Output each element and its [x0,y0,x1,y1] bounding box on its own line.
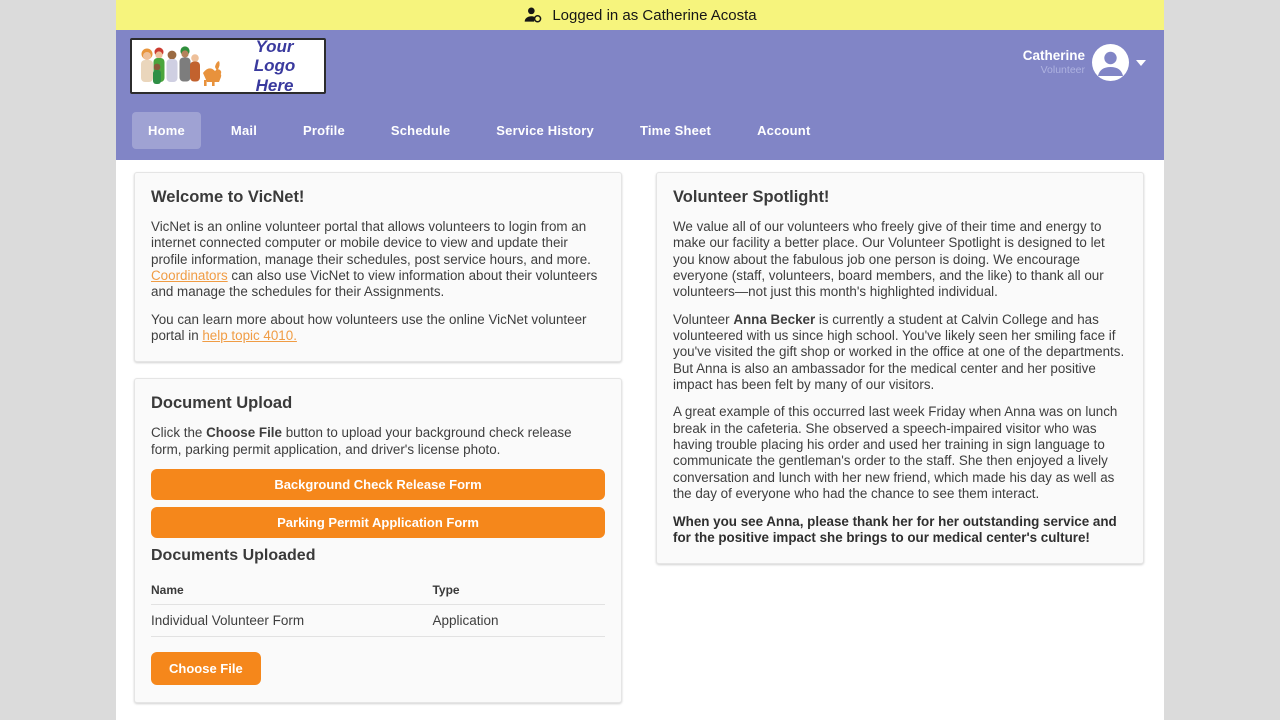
spotlight-paragraph-4: When you see Anna, please thank her for her outstanding service and for the positive impact she brings to our medical center's culture! [673,513,1117,545]
main-nav [130,112,1150,149]
logged-in-banner [116,0,1164,30]
spotlight-paragraph-2: Volunteer Anna Becker is currently a student at Calvin College and has volunteered with us since high school. You've likely seen her smiling face if you've visited the gift shop or worked in the office at one of the departments. But Anna is also an ambassador for the medical center and her positive impact has been felt by many of our visitors. [673,311,1125,393]
nav-item-service-history[interactable]: Service History [496,123,594,138]
documents-table-header-type: Type [432,575,605,605]
org-logo[interactable] [130,38,326,94]
nav-item-time-sheet[interactable]: Time Sheet [639,123,712,138]
user-name: Catherine [1022,48,1085,64]
nav-item-account[interactable]: Account [757,123,811,138]
vicnet-portal-page [116,0,1164,720]
chevron-down-icon [1136,60,1146,66]
nav-item-mail[interactable]: Mail [230,123,258,138]
welcome-card [134,172,622,362]
logo-text: Your Logo Here [253,36,296,95]
right-column [656,172,1144,580]
document-name-cell: Individual Volunteer Form [151,605,432,637]
parking-permit-form-button[interactable]: Parking Permit Application Form [151,507,605,538]
welcome-paragraph-2: You can learn more about how volunteers use the online VicNet volunteer portal in help topic 4010. [151,311,587,344]
document-type-cell: Application [432,605,605,637]
welcome-title: Welcome to VicNet! [151,188,305,206]
nav-item-home[interactable]: Home [132,112,201,149]
documents-table-header-name: Name [151,575,432,605]
spotlight-paragraph-1: We value all of our volunteers who freely give of their time and energy to make our facility a better place. Our Volunteer Spotlight is designed to let you know about the fabulous job one person is doing. We encourage everyone (staff, volunteers, board members, and the like) to thank all our volunteers—not just this month's highlighted individual. [673,219,1105,300]
choose-file-button[interactable]: Choose File [151,652,261,685]
documents-uploaded-heading: Documents Uploaded [151,547,316,565]
spotlight-paragraph-3: A great example of this occurred last week Friday when Anna was on lunch break in the cafeteria. She observed a speech-impaired visitor who was having trouble placing his order and used her training in sign language to communicate the gentleman's order to the staff. She then enjoyed a lively conversation and lunch with her new friend, which made his day as well as the day of everyone who had the chance to see them interact. [673,404,1118,502]
user-role: Volunteer [1040,64,1085,77]
user-avatar-icon[interactable] [1092,44,1129,81]
people-group-illustration [137,43,229,89]
user-menu[interactable] [1023,44,1146,81]
nav-item-profile[interactable]: Profile [303,123,345,138]
table-row [151,605,605,637]
document-upload-intro: Click the Choose File button to upload your background check release form, parking permit application, and driver's license photo. [151,425,572,457]
nav-item-schedule[interactable]: Schedule [390,123,451,138]
coordinators-link[interactable]: Coordinators [151,268,228,284]
documents-table [151,575,605,637]
welcome-paragraph-1: VicNet is an online volunteer portal that allows volunteers to login from an internet connected computer or mobile device to view and update their profile information, manage their schedules, post service hours, and more. Coordinators can also use VicNet to view information about their volunteers and manage the schedules for their Assignments. [151,219,598,300]
volunteer-spotlight-card [656,172,1144,564]
header [116,30,1164,160]
help-topic-link[interactable]: help topic 4010. [202,328,297,344]
document-upload-title: Document Upload [151,394,293,413]
left-column [134,172,622,719]
document-upload-card [134,378,622,703]
logged-in-text: Logged in as Catherine Acosta [552,6,757,24]
background-check-form-button[interactable]: Background Check Release Form [151,469,605,500]
spotlight-title: Volunteer Spotlight! [673,188,830,206]
person-badge-icon [523,5,543,25]
main-content [116,160,1164,720]
